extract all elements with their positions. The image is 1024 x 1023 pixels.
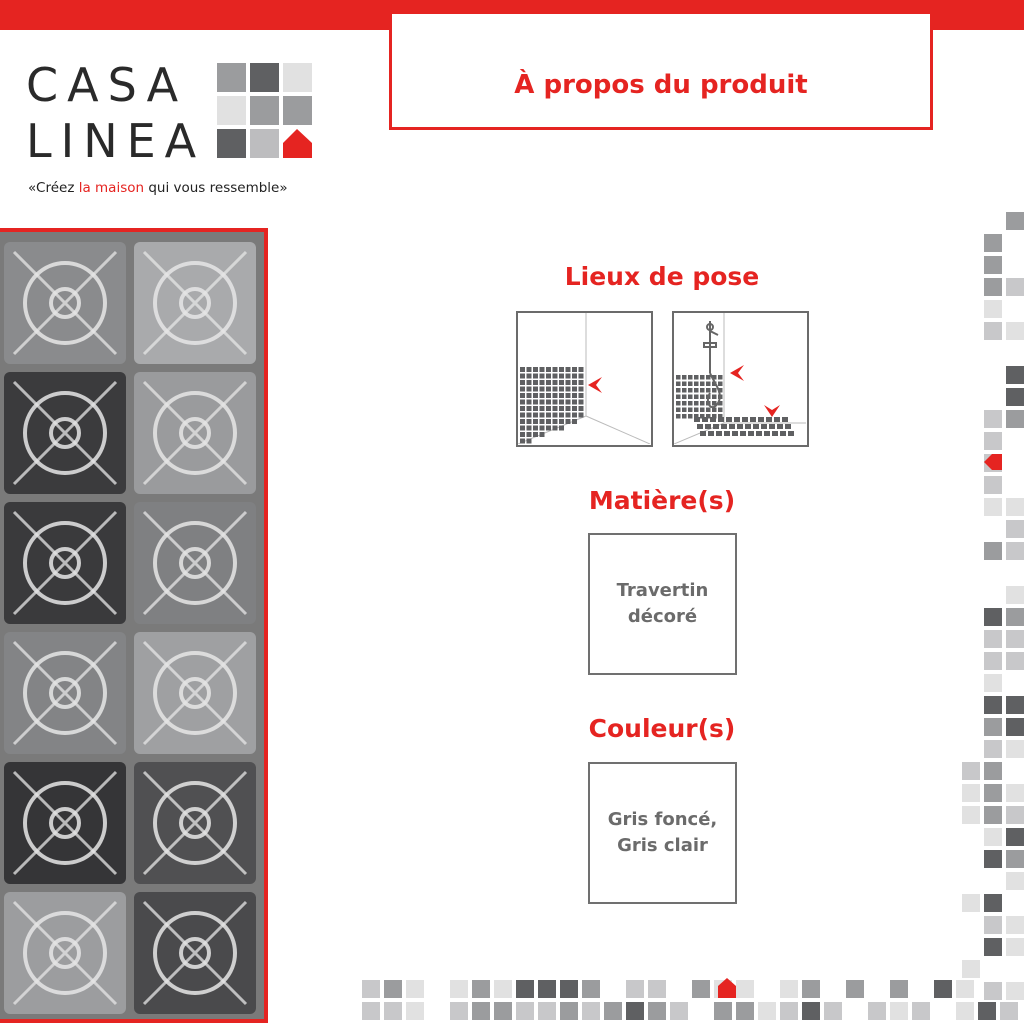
deco-tile [560, 980, 578, 998]
deco-tile [984, 476, 1002, 494]
material-box [588, 533, 737, 675]
deco-tile [1006, 608, 1024, 626]
deco-tile [984, 432, 1002, 450]
deco-tile [362, 980, 380, 998]
deco-tile [1006, 586, 1024, 604]
deco-tile [984, 894, 1002, 912]
deco-tile [714, 980, 732, 998]
mosaic-tile [4, 762, 126, 884]
deco-tile [912, 1002, 930, 1020]
deco-tile [1006, 916, 1024, 934]
house-icon [283, 129, 312, 158]
deco-tile [560, 1002, 578, 1020]
mosaic-tile [134, 242, 256, 364]
deco-tile [1006, 850, 1024, 868]
deco-tile [956, 980, 974, 998]
deco-tile [736, 980, 754, 998]
product-photo [0, 228, 268, 1023]
deco-tile [494, 1002, 512, 1020]
deco-tile [846, 980, 864, 998]
deco-tile [538, 1002, 556, 1020]
deco-tile [714, 1002, 732, 1020]
deco-tile [626, 1002, 644, 1020]
placement-title: Lieux de pose [564, 262, 760, 291]
deco-tile [1006, 388, 1024, 406]
deco-tile [516, 980, 534, 998]
deco-tile [1006, 696, 1024, 714]
mosaic-tile [134, 502, 256, 624]
deco-tile [984, 454, 1002, 472]
deco-tile [406, 980, 424, 998]
color-line-2: Gris clair [617, 835, 708, 856]
deco-tile [984, 696, 1002, 714]
deco-tile [984, 256, 1002, 274]
shower-head-icon [704, 321, 720, 407]
deco-tile [984, 982, 1002, 1000]
mosaic-tile [4, 242, 126, 364]
deco-tile [984, 498, 1002, 516]
deco-tile [384, 1002, 402, 1020]
arrow-left-icon [588, 377, 602, 393]
deco-tile [962, 960, 980, 978]
logo-text-casa: CASA [26, 58, 188, 112]
deco-tile [1006, 740, 1024, 758]
deco-tile [648, 1002, 666, 1020]
deco-house-accent [984, 454, 1002, 470]
deco-tile [1006, 718, 1024, 736]
header-title-box [389, 14, 933, 130]
deco-tile [472, 980, 490, 998]
color-box [588, 762, 737, 904]
deco-tile [1006, 872, 1024, 890]
deco-tile [384, 980, 402, 998]
deco-tile [962, 806, 980, 824]
deco-tile [1006, 828, 1024, 846]
deco-tile [1006, 630, 1024, 648]
deco-tile [582, 1002, 600, 1020]
tagline-accent: la maison [78, 180, 145, 196]
deco-tile [648, 980, 666, 998]
deco-tile [1006, 410, 1024, 428]
deco-tile [1006, 212, 1024, 230]
brand-tagline: «Créez la maison qui vous ressemble» [28, 180, 288, 196]
deco-tile [802, 1002, 820, 1020]
deco-tile [984, 674, 1002, 692]
deco-tile [516, 1002, 534, 1020]
deco-tile [984, 322, 1002, 340]
deco-tile [1006, 652, 1024, 670]
deco-tile [868, 1002, 886, 1020]
deco-tile [406, 1002, 424, 1020]
deco-tile [362, 1002, 380, 1020]
color-line-1: Gris foncé, [607, 809, 718, 830]
mosaic-tile [134, 762, 256, 884]
deco-tile [956, 1002, 974, 1020]
mosaic-tile [4, 502, 126, 624]
deco-tile [962, 762, 980, 780]
deco-tile [494, 980, 512, 998]
deco-tile [626, 980, 644, 998]
material-line-2: décoré [627, 606, 698, 627]
deco-tile [824, 1002, 842, 1020]
deco-tile [984, 652, 1002, 670]
deco-tile [984, 916, 1002, 934]
deco-tile [984, 762, 1002, 780]
deco-tile [1006, 322, 1024, 340]
deco-tile [1006, 366, 1024, 384]
deco-tile [1006, 938, 1024, 956]
deco-tile [890, 980, 908, 998]
deco-tile [890, 1002, 908, 1020]
shower-tile-icon [672, 311, 809, 447]
deco-tile [780, 980, 798, 998]
deco-tile [984, 806, 1002, 824]
mosaic-tile [134, 632, 256, 754]
mosaic-tile [4, 892, 126, 1014]
deco-tile [984, 542, 1002, 560]
deco-tile [984, 300, 1002, 318]
deco-tile [962, 894, 980, 912]
deco-tile [1006, 542, 1024, 560]
deco-tile [1006, 278, 1024, 296]
deco-tile [1006, 982, 1024, 1000]
deco-tile [670, 1002, 688, 1020]
deco-tile [1000, 1002, 1018, 1020]
deco-tile [538, 980, 556, 998]
deco-tile [692, 980, 710, 998]
deco-tile [802, 980, 820, 998]
deco-tile [984, 608, 1002, 626]
wall-tile-icon [516, 311, 653, 447]
deco-tile [1006, 784, 1024, 802]
deco-tile [1006, 806, 1024, 824]
deco-tile [984, 850, 1002, 868]
arrow-down-icon [764, 405, 780, 417]
deco-tile [604, 1002, 622, 1020]
deco-tile [984, 278, 1002, 296]
color-title: Couleur(s) [588, 714, 736, 743]
deco-tile [984, 784, 1002, 802]
deco-tile [934, 980, 952, 998]
deco-house-accent [718, 978, 736, 998]
deco-tile [978, 1002, 996, 1020]
deco-tile [758, 1002, 776, 1020]
deco-tile [1006, 498, 1024, 516]
deco-tile [450, 980, 468, 998]
deco-tile [984, 630, 1002, 648]
deco-tile [984, 718, 1002, 736]
material-line-1: Travertin [616, 580, 709, 601]
deco-tile [472, 1002, 490, 1020]
deco-tile [582, 980, 600, 998]
deco-tile [780, 1002, 798, 1020]
deco-tile [1006, 520, 1024, 538]
logo-text-linea: LINEA [26, 114, 206, 168]
deco-tile [736, 1002, 754, 1020]
deco-tile [984, 938, 1002, 956]
mosaic-tile [4, 632, 126, 754]
arrow-left-icon [730, 365, 744, 381]
page-title: À propos du produit [514, 70, 808, 100]
deco-tile [984, 828, 1002, 846]
mosaic-tile [134, 372, 256, 494]
mosaic-tile [134, 892, 256, 1014]
mosaic-photo-art [0, 232, 264, 1023]
deco-tile [984, 740, 1002, 758]
deco-tile [450, 1002, 468, 1020]
deco-tile [984, 234, 1002, 252]
material-title: Matière(s) [588, 486, 736, 515]
mosaic-tile [4, 372, 126, 494]
deco-tile [984, 410, 1002, 428]
logo-tile-mark [217, 63, 313, 159]
deco-tile [962, 784, 980, 802]
